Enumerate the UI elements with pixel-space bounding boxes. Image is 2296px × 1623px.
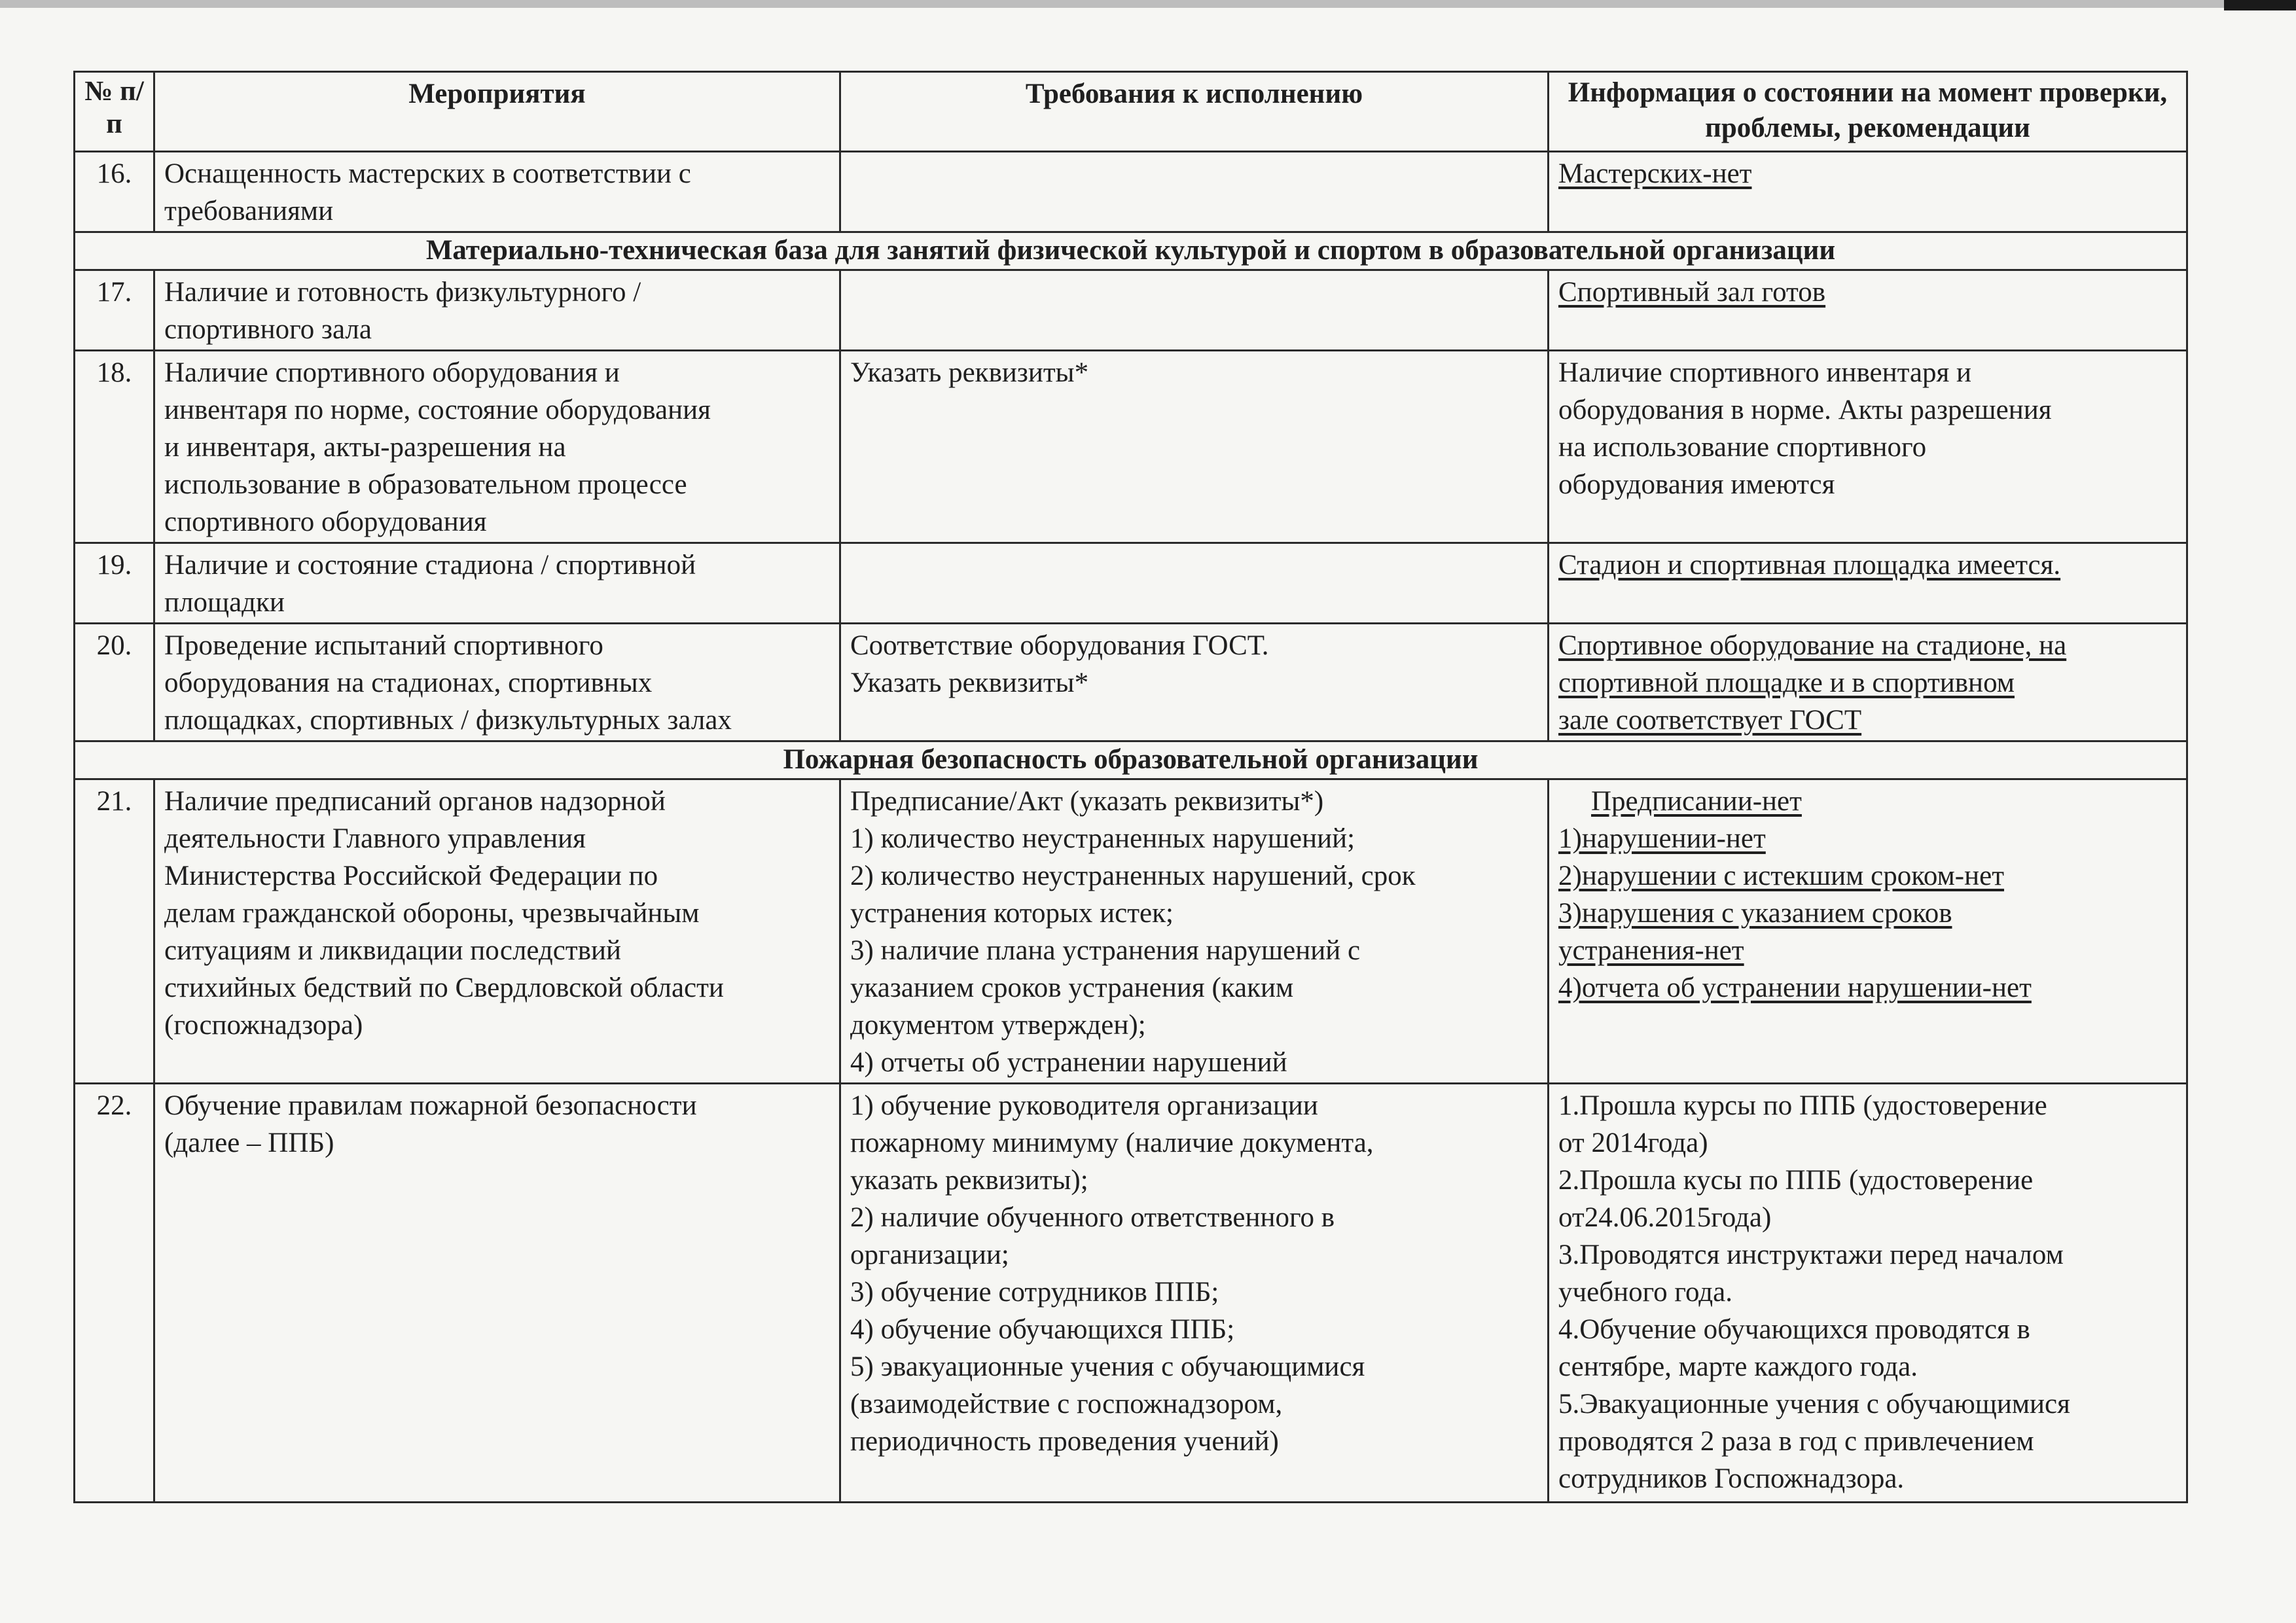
header-activity: Мероприятия	[154, 72, 840, 152]
activity-line: ситуациям и ликвидации последствий	[164, 935, 622, 966]
info-line: 2.Прошла кусы по ППБ (удостоверение	[1558, 1165, 2034, 1196]
requirements-line: Указать реквизиты*	[850, 668, 1089, 698]
row-number: 22.	[75, 1084, 154, 1503]
requirements-cell	[840, 1084, 1549, 1503]
info-cell	[1549, 152, 2187, 232]
requirements-line: периодичность проведения учений)	[850, 1426, 1279, 1457]
section-row	[75, 232, 2187, 270]
activity-line: спортивного оборудования	[164, 507, 487, 537]
activity-line: площадках, спортивных / физкультурных залах	[164, 705, 732, 736]
requirements-line: 1) обучение руководителя организации	[850, 1090, 1318, 1121]
activity-line: использование в образовательном процессе	[164, 469, 687, 500]
header-num: № п/п	[75, 72, 154, 152]
activity-line: Наличие предписаний органов надзорной	[164, 786, 666, 817]
info-line: спортивной площадке и в спортивном	[1558, 668, 2015, 698]
table-row-19	[75, 543, 2187, 624]
activity-line: (госпожнадзора)	[164, 1010, 363, 1041]
info-line: Мастерских-нет	[1558, 158, 1752, 189]
header-info: Информация о состоянии на момент проверки, проблемы, рекомендации	[1549, 72, 2187, 152]
requirements-line: пожарному минимуму (наличие документа,	[850, 1128, 1374, 1158]
scan-edge-top	[0, 0, 2296, 8]
activity-line: деятельности Главного управления	[164, 823, 586, 854]
requirements-line: 2) наличие обученного ответственного в	[850, 1202, 1335, 1233]
table-row-22	[75, 1084, 2187, 1503]
activity-cell	[154, 270, 840, 351]
info-line: Спортивный зал готов	[1558, 277, 1826, 308]
activity-cell	[154, 624, 840, 741]
requirements-cell	[840, 351, 1549, 543]
requirements-cell	[840, 779, 1549, 1084]
header-requirements: Требования к исполнению	[840, 72, 1549, 152]
info-line: 4.Обучение обучающихся проводятся в	[1558, 1314, 2030, 1345]
inspection-table	[73, 71, 2188, 1503]
activity-line: оборудования на стадионах, спортивных	[164, 668, 653, 698]
activity-line: Наличие спортивного оборудования и	[164, 357, 620, 388]
requirements-line: устранения которых истек;	[850, 898, 1174, 929]
activity-line: Оснащенность мастерских в соответствии с	[164, 158, 691, 189]
activity-line: Обучение правилам пожарной безопасности	[164, 1090, 697, 1121]
info-line: Наличие спортивного инвентаря и	[1558, 357, 1972, 388]
row-number: 18.	[75, 351, 154, 543]
row-number: 17.	[75, 270, 154, 351]
activity-cell	[154, 1084, 840, 1503]
info-cell	[1549, 779, 2187, 1084]
header-row	[75, 72, 2187, 152]
requirements-line: Соответствие оборудования ГОСТ.	[850, 630, 1269, 661]
activity-line: инвентаря по норме, состояние оборудования	[164, 395, 711, 425]
requirements-line: указать реквизиты);	[850, 1165, 1088, 1196]
table-row-17	[75, 270, 2187, 351]
activity-cell	[154, 351, 840, 543]
info-line: 5.Эвакуационные учения с обучающимися	[1558, 1389, 2070, 1419]
activity-line: Наличие и готовность физкультурного /	[164, 277, 641, 308]
table-row-18	[75, 351, 2187, 543]
info-line: сотрудников Госпожнадзора.	[1558, 1463, 1905, 1494]
activity-cell	[154, 779, 840, 1084]
scan-edge-corner	[2224, 0, 2296, 10]
requirements-cell	[840, 543, 1549, 624]
requirements-line: документом утвержден);	[850, 1010, 1146, 1041]
activity-line: площадки	[164, 587, 285, 618]
info-line: 2)нарушении с истекшим сроком-нет	[1558, 861, 2005, 891]
info-line: оборудования имеются	[1558, 469, 1835, 500]
activity-line: Наличие и состояние стадиона / спортивной	[164, 550, 696, 580]
info-line: 3.Проводятся инструктажи перед началом	[1558, 1240, 2064, 1270]
table-row-16	[75, 152, 2187, 232]
activity-line: стихийных бедствий по Свердловской области	[164, 972, 724, 1003]
info-line: от 2014года)	[1558, 1128, 1708, 1158]
info-line: 4)отчета об устранении нарушении-нет	[1558, 972, 2032, 1003]
row-number: 16.	[75, 152, 154, 232]
info-line: от24.06.2015года)	[1558, 1202, 1772, 1233]
row-number: 19.	[75, 543, 154, 624]
table-row-20	[75, 624, 2187, 741]
requirements-cell	[840, 624, 1549, 741]
requirements-line: 1) количество неустраненных нарушений;	[850, 823, 1355, 854]
requirements-line: организации;	[850, 1240, 1009, 1270]
requirements-cell	[840, 152, 1549, 232]
info-cell	[1549, 543, 2187, 624]
activity-cell	[154, 152, 840, 232]
activity-line: требованиями	[164, 196, 334, 226]
info-line: проводятся 2 раза в год с привлечением	[1558, 1426, 2034, 1457]
info-line: 1.Прошла курсы по ППБ (удостоверение	[1558, 1090, 2047, 1121]
activity-line: Проведение испытаний спортивного	[164, 630, 603, 661]
row-number: 20.	[75, 624, 154, 741]
activity-cell	[154, 543, 840, 624]
requirements-line: указанием сроков устранения (каким	[850, 972, 1294, 1003]
requirements-line: 2) количество неустраненных нарушений, срок	[850, 861, 1416, 891]
requirements-line: 5) эвакуационные учения с обучающимися	[850, 1351, 1365, 1382]
requirements-line: Указать реквизиты*	[850, 357, 1089, 388]
info-line: учебного года.	[1558, 1277, 1732, 1308]
info-line: 1)нарушении-нет	[1558, 823, 1766, 854]
activity-line: спортивного зала	[164, 314, 372, 345]
info-cell	[1549, 624, 2187, 741]
row-number: 21.	[75, 779, 154, 1084]
info-line: сентябре, марте каждого года.	[1558, 1351, 1918, 1382]
info-line: устранения-нет	[1558, 935, 1744, 966]
info-line: на использование спортивного	[1558, 432, 1927, 463]
requirements-line: 4) отчеты об устранении нарушений	[850, 1047, 1287, 1078]
table-row-21	[75, 779, 2187, 1084]
info-line: Стадион и спортивная площадка имеется.	[1558, 550, 2061, 580]
info-line: зале соответствует ГОСТ	[1558, 705, 1862, 736]
activity-line: (далее – ППБ)	[164, 1128, 334, 1158]
activity-line: делам гражданской обороны, чрезвычайным	[164, 898, 700, 929]
section-header: Материально-техническая база для занятий физической культурой и спортом в образовательной организации	[75, 232, 2187, 270]
info-line: 3)нарушения с указанием сроков	[1558, 898, 1952, 929]
section-header: Пожарная безопасность образовательной организации	[75, 741, 2187, 779]
requirements-line: 3) наличие плана устранения нарушений с	[850, 935, 1361, 966]
info-cell	[1549, 351, 2187, 543]
requirements-line: 3) обучение сотрудников ППБ;	[850, 1277, 1219, 1308]
info-line: оборудования в норме. Акты разрешения	[1558, 395, 2052, 425]
info-line: Спортивное оборудование на стадионе, на	[1558, 630, 2067, 661]
info-cell	[1549, 270, 2187, 351]
requirements-line: Предписание/Акт (указать реквизиты*)	[850, 786, 1324, 817]
activity-line: и инвентаря, акты-разрешения на	[164, 432, 566, 463]
requirements-line: (взаимодействие с госпожнадзором,	[850, 1389, 1283, 1419]
requirements-line: 4) обучение обучающихся ППБ;	[850, 1314, 1235, 1345]
section-row	[75, 741, 2187, 779]
activity-line: Министерства Российской Федерации по	[164, 861, 658, 891]
info-line: Предписании-нет	[1591, 786, 1802, 817]
requirements-cell	[840, 270, 1549, 351]
info-cell	[1549, 1084, 2187, 1503]
